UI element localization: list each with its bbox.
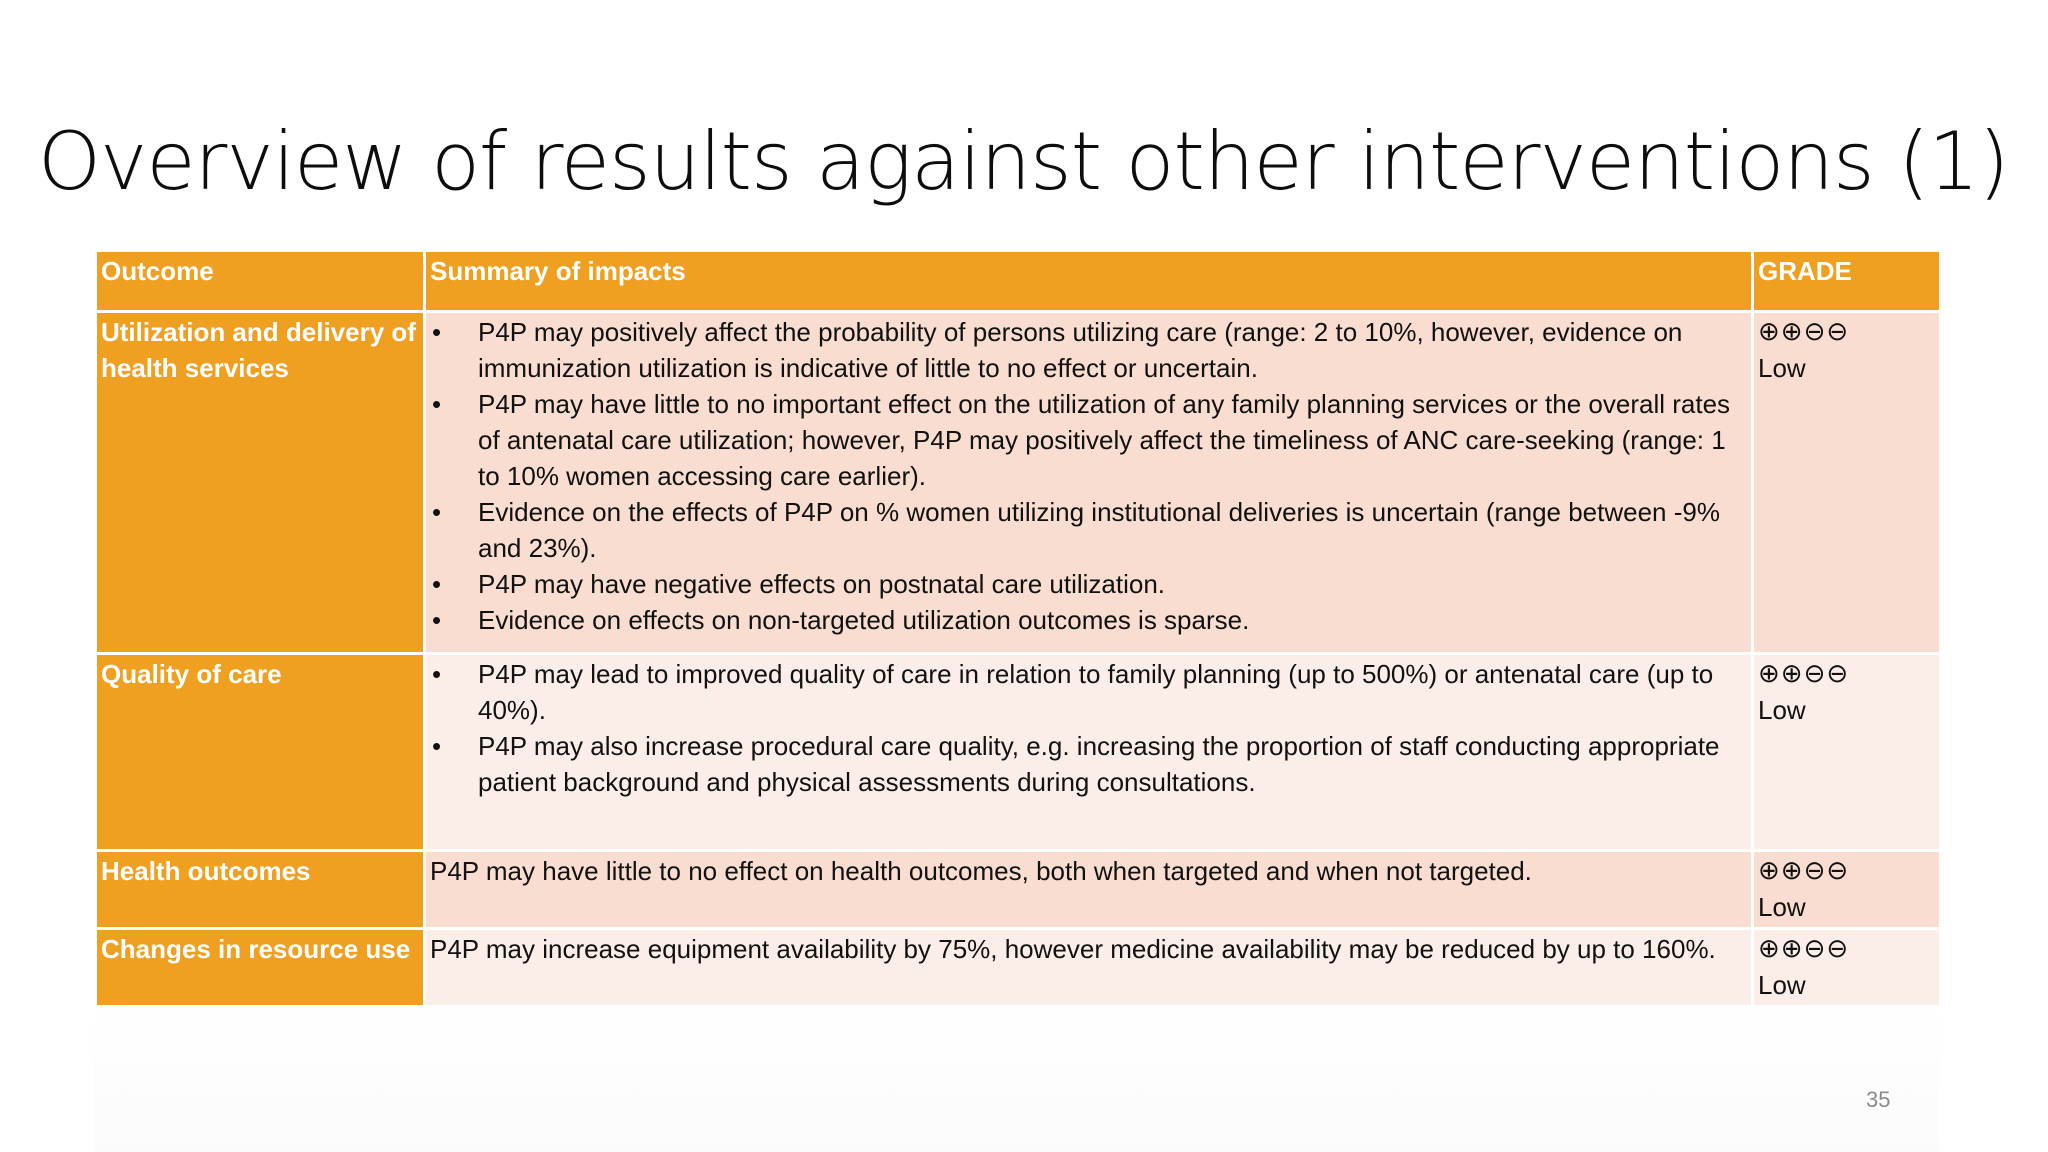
- page-number: 35: [1866, 1087, 1891, 1112]
- header-grade: GRADE: [1753, 251, 1941, 312]
- table-row: [96, 654, 1941, 851]
- header-summary: Summary of impacts: [425, 251, 1753, 312]
- bullet-item: • P4P may positively affect the probability of persons utilizing care (range: 2 to 10%, however, evidence on immunization utilization is indicative of little to no effect or uncertain.: [430, 314, 1747, 386]
- grade-label: Low: [1758, 695, 1806, 725]
- grade-certainty-icon: ⊕⊕⊖⊖: [1758, 934, 1850, 964]
- summary-cell: [425, 654, 1753, 851]
- bullet-item: • P4P may lead to improved quality of care in relation to family planning (up to 500%) or antenatal care (up to 40%).: [430, 656, 1747, 728]
- bullet-list: [430, 656, 1747, 800]
- grade-certainty-icon: ⊕⊕⊖⊖: [1758, 659, 1850, 689]
- outcome-cell: Health outcomes: [96, 851, 425, 929]
- grade-cell: [1753, 929, 1941, 1007]
- grade-cell: [1753, 851, 1941, 929]
- slide-bottom-shade: [94, 1000, 1939, 1152]
- grade-certainty-icon: ⊕⊕⊖⊖: [1758, 856, 1850, 886]
- table-row: [96, 312, 1941, 654]
- table-row: [96, 851, 1941, 929]
- bullet-list: [430, 314, 1747, 638]
- table-row: [96, 929, 1941, 1007]
- header-outcome: Outcome: [96, 251, 425, 312]
- outcome-cell: Quality of care: [96, 654, 425, 851]
- grade-label: Low: [1758, 353, 1806, 383]
- summary-cell: P4P may have little to no effect on health outcomes, both when targeted and when not targeted.: [425, 851, 1753, 929]
- bullet-item: • P4P may have little to no important effect on the utilization of any family planning services or the overall rates of antenatal care utilization; however, P4P may positively affect the timeliness of ANC care-seeking (range: 1 to 10% women accessing care earlier).: [430, 386, 1747, 494]
- outcome-cell: Changes in resource use: [96, 929, 425, 1007]
- summary-cell: P4P may increase equipment availability by 75%, however medicine availability may be reduced by up to 160%.: [425, 929, 1753, 1007]
- table-header-row: [96, 251, 1941, 312]
- grade-label: Low: [1758, 970, 1806, 1000]
- bullet-item: • Evidence on effects on non-targeted utilization outcomes is sparse.: [430, 602, 1747, 638]
- grade-label: Low: [1758, 892, 1806, 922]
- bullet-item: • P4P may also increase procedural care quality, e.g. increasing the proportion of staff conducting appropriate patient background and physical assessments during consultations.: [430, 728, 1747, 800]
- results-table: [94, 249, 1942, 1008]
- summary-cell: [425, 312, 1753, 654]
- grade-cell: [1753, 654, 1941, 851]
- outcome-cell: Utilization and delivery of health services: [96, 312, 425, 654]
- grade-cell: [1753, 312, 1941, 654]
- slide-title: Overview of results against other interventions (1): [38, 115, 2009, 208]
- grade-certainty-icon: ⊕⊕⊖⊖: [1758, 317, 1850, 347]
- bullet-item: • P4P may have negative effects on postnatal care utilization.: [430, 566, 1747, 602]
- bullet-item: • Evidence on the effects of P4P on % women utilizing institutional deliveries is uncertain (range between -9% and 23%).: [430, 494, 1747, 566]
